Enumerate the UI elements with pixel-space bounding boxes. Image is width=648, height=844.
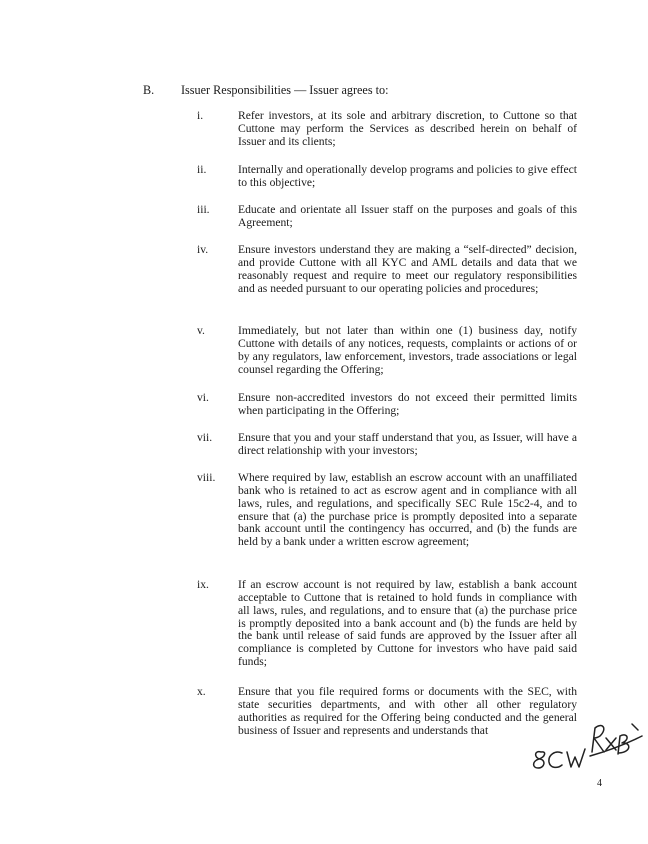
item-number: ix.	[197, 578, 209, 591]
item-number: i.	[197, 109, 204, 122]
initials-signature-2	[586, 716, 644, 764]
list-item	[197, 325, 577, 376]
item-text: Immediately, but not later than within one (1) business day, notify Cuttone with details of any notices, requests, complaints or actions of or by any regulators, law enforcement, investors, trade associations or legal counsel regarding the Offering;	[238, 324, 577, 376]
initials-signature-1	[528, 740, 590, 774]
list-item	[197, 204, 577, 230]
list-item	[197, 164, 577, 190]
item-text: Refer investors, at its sole and arbitrary discretion, to Cuttone so that Cuttone may perform the Services as described herein on behalf of Issuer and its clients;	[238, 109, 577, 148]
list-item	[197, 472, 577, 549]
list-item	[197, 110, 577, 149]
item-text: If an escrow account is not required by law, establish a bank account acceptable to Cuttone that is retained to hold funds in compliance with all laws, rules, and regulations, and to ensure that (a) the purchase price is promptly deposited into a bank account and (b) the funds are held by the bank until release of said funds are approved by the Issuer after all compliance is completed by Cuttone for investors who have paid said funds;	[238, 578, 577, 669]
item-text: Ensure investors understand they are making a “self-directed” decision, and provide Cuttone with all KYC and AML details and data that we reasonably request and require to meet our regulatory responsibilities and as needed pursuant to our operating policies and procedures;	[238, 243, 577, 295]
item-number: v.	[197, 324, 205, 337]
page-number: 4	[597, 778, 602, 789]
list-item	[197, 686, 577, 737]
item-text: Educate and orientate all Issuer staff on the purposes and goals of this Agreement;	[238, 203, 577, 229]
item-text: Ensure that you file required forms or documents with the SEC, with state securities departments, and with other all other regulatory authorities as required for the Offering being conducted and the general business of Issuer and represents and understands that	[238, 685, 577, 737]
item-text: Ensure non-accredited investors do not exceed their permitted limits when participating in the Offering;	[238, 391, 577, 417]
list-item	[197, 579, 577, 669]
item-number: iii.	[197, 203, 210, 216]
list-item	[197, 432, 577, 458]
item-number: vi.	[197, 391, 209, 404]
list-item	[197, 392, 577, 418]
item-text: Where required by law, establish an escrow account with an unaffiliated bank who is retained to act as escrow agent and in compliance with all laws, rules, and regulations, and specifically SEC Rule 15c2-4, and to ensure that (a) the purchase price is promptly deposited into a separate bank account until the contingency has occurred, and (b) the funds are held by a bank under a written escrow agreement;	[238, 471, 577, 549]
item-number: iv.	[197, 243, 209, 256]
section-heading	[143, 84, 389, 97]
item-number: x.	[197, 685, 206, 698]
item-text: Ensure that you and your staff understand that you, as Issuer, will have a direct relationship with your investors;	[238, 431, 577, 457]
list-item	[197, 244, 577, 295]
item-number: ii.	[197, 163, 207, 176]
item-text: Internally and operationally develop programs and policies to give effect to this objective;	[238, 163, 577, 189]
item-number: viii.	[197, 471, 216, 484]
section-letter: B.	[143, 83, 155, 97]
section-title: Issuer Responsibilities — Issuer agrees to:	[181, 83, 389, 97]
item-number: vii.	[197, 431, 213, 444]
